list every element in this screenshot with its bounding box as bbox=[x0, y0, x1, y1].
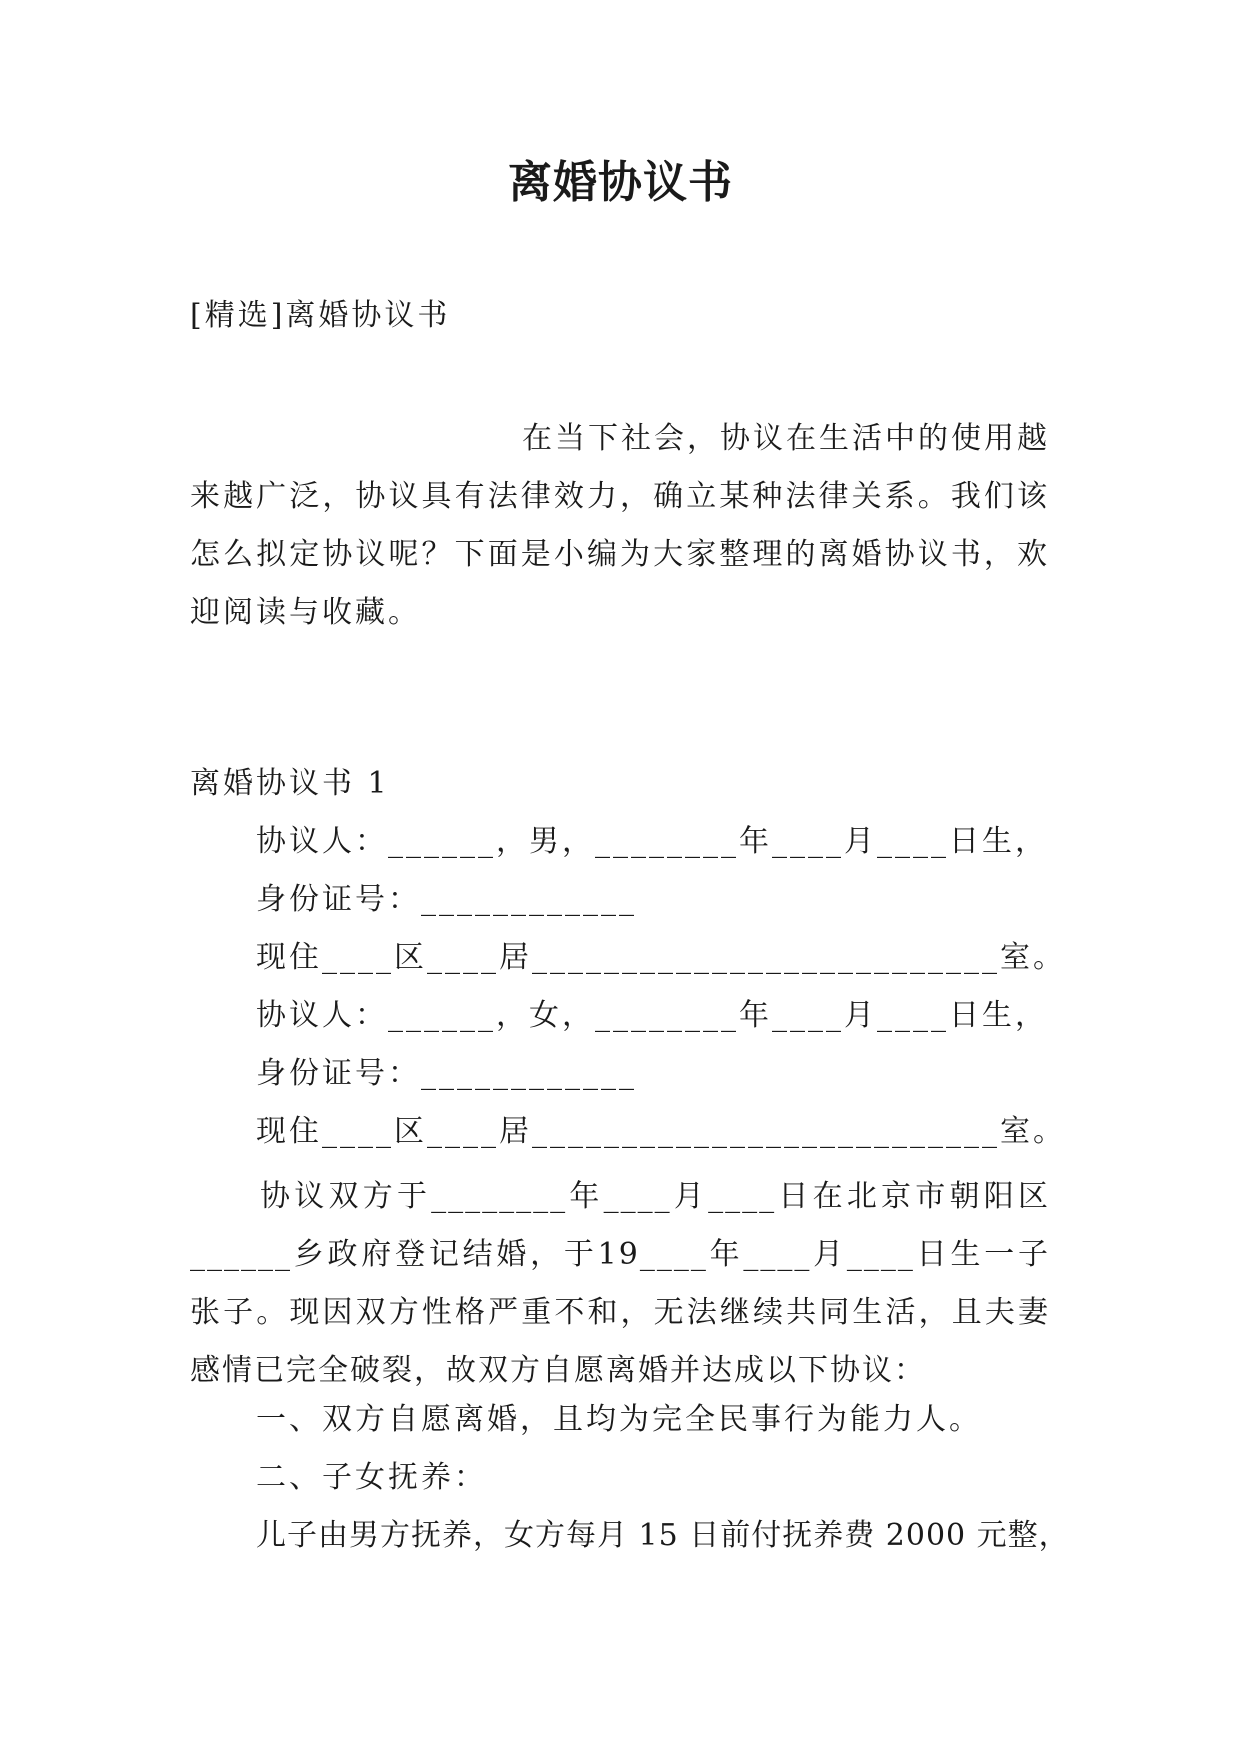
party2-id-line: 身份证号：____________ bbox=[256, 1056, 637, 1091]
intro-paragraph: 在当下社会，协议在生活中的使用越来越广泛，协议具有法律效力，确立某种法律关系。我们该怎么拟定协议呢？下面是小编为大家整理的离婚协议书，欢迎阅读与收藏。 bbox=[190, 421, 1050, 630]
party1-address-line: 现住____区____居__________________________室。 bbox=[256, 940, 1066, 975]
party2-address-line: 现住____区____居__________________________室。 bbox=[256, 1114, 1066, 1149]
marriage-paragraph: 协议双方于________年____月____日在北京市朝阳区______乡政府登记结婚，于19____年____月____日生一子张子。现因双方性格严重不和，无法继续共同生活，且夫妻感情已完全破裂，故双方自愿离婚并达成以下协议： bbox=[190, 1179, 1050, 1388]
party1-id-line: 身份证号：____________ bbox=[256, 882, 637, 917]
document-title: 离婚协议书 bbox=[508, 157, 733, 208]
party2-info-line: 协议人：______，女，________年____月____日生， bbox=[256, 998, 1048, 1033]
document-subtitle: [精选]离婚协议书 bbox=[190, 298, 451, 333]
clause-1: 一、双方自愿离婚，且均为完全民事行为能力人。 bbox=[256, 1402, 982, 1437]
section-heading: 离婚协议书 1 bbox=[190, 766, 390, 801]
party1-info-line: 协议人：______，男，________年____月____日生， bbox=[256, 824, 1048, 859]
clause-2-text: 儿子由男方抚养，女方每月 15 日前付抚养费 2000 元整， bbox=[256, 1518, 1070, 1553]
clause-2-heading: 二、子女抚养： bbox=[256, 1460, 487, 1495]
